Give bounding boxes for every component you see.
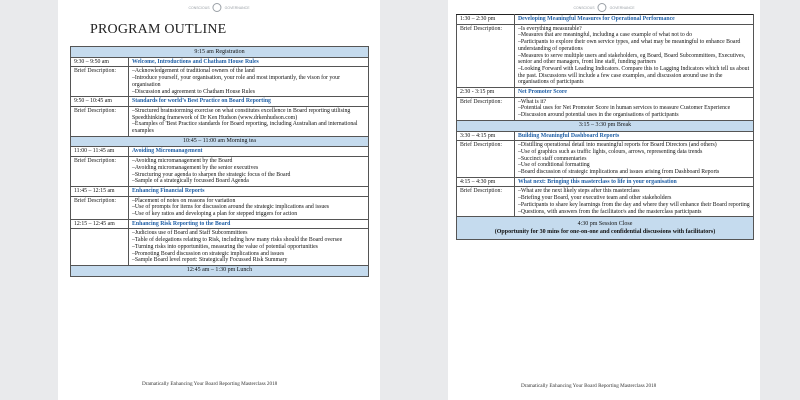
description-line: –Avoiding micromanagement by the Board — [132, 158, 233, 165]
session-row — [71, 147, 369, 157]
logo-text-right: GOVERNANCE — [224, 5, 250, 10]
close-line: 4:30 pm Session Close — [577, 221, 633, 228]
logo-mark-icon — [598, 3, 607, 12]
page-title: PROGRAM OUTLINE — [90, 22, 227, 37]
description-label: Brief Description: — [457, 141, 515, 178]
session-time: 11:00 – 11:45 am — [71, 147, 129, 157]
program-table-page-2 — [456, 14, 754, 240]
description-line: –Use of prompts for items for discussion around the strategic implications and issues — [132, 204, 330, 211]
logo-mark-icon — [213, 3, 222, 12]
description-row — [457, 187, 754, 217]
description-body — [129, 229, 369, 266]
description-label — [71, 229, 129, 266]
description-line: –Questions, with answers from the facilitator/s and the masterclass participants — [518, 208, 702, 215]
session-row — [71, 219, 369, 229]
description-line: –Use of key ratios and developing a plan for stepped triggers for action — [132, 211, 298, 218]
description-body — [129, 67, 369, 97]
description-line: –Is everything measurable? — [518, 25, 582, 32]
session-title: Avoiding Micromanagement — [129, 147, 369, 157]
description-line: –Structuring your agenda to sharpen the strategic focus of the Board — [132, 171, 291, 178]
description-body — [129, 196, 369, 219]
close-line: (Opportunity for 30 mins for one-on-one and confidential discussions with facilitators) — [494, 229, 716, 236]
session-row — [71, 97, 369, 107]
logo-text-left: CONSCIOUS — [573, 5, 595, 10]
description-body — [515, 24, 754, 87]
description-line: –Turning risks into opportunities, measuring the value of potential opportunities — [132, 243, 318, 250]
description-line: –Sample Board level report: Strategically Focussed Risk Summary — [132, 257, 288, 264]
description-line: –Participants to share key learnings from the day and where they will enhance their Board reporting — [518, 201, 750, 208]
description-line: –Placement of notes on reasons for variation — [132, 197, 236, 204]
description-line: –What are the next likely steps after this masterclass — [518, 188, 640, 195]
session-title: Building Meaningful Dashboard Reports — [515, 131, 754, 141]
break-row — [457, 120, 754, 131]
description-line: –Use of conditional formatting — [518, 162, 590, 169]
description-line: –Distilling operational detail into meaningful reports for Board Directors (and others) — [518, 142, 717, 149]
description-row — [71, 67, 369, 97]
description-label: Brief Description: — [457, 97, 515, 120]
description-label: Brief Description: — [71, 157, 129, 187]
description-row — [71, 106, 369, 136]
break-cell: 9:15 am Registration — [71, 47, 369, 58]
session-row — [457, 177, 754, 187]
session-title: Enhancing Financial Reports — [129, 186, 369, 196]
description-line: –Acknowledgement of traditional owners of the land — [132, 68, 255, 75]
brand-logo — [573, 3, 634, 12]
session-title: Developing Meaningful Measures for Operational Performance — [515, 15, 754, 25]
description-line: –Structured brainstorming exercise on what constitutes excellence in Board reporting utilising Speedthinking framework of Dr Ken Hudson (www.drkenhudson.com) — [132, 107, 351, 121]
description-body — [129, 157, 369, 187]
session-time: 2:30 - 3:15 pm — [457, 88, 515, 98]
logo-text-left: CONSCIOUS — [188, 5, 210, 10]
description-line: –Participants to explore their own service types, and what may be meaningful to enhance Board understanding of operations — [518, 39, 741, 52]
description-line: –Use of graphics such as traffic lights, colours, arrows, representing data trends — [518, 148, 703, 155]
page-footer: Dramatically Enhancing Your Board Reporting Masterclass 2018 — [521, 383, 657, 389]
description-line: –Board discussion of strategic implications and issues arising from Dashboard Reports — [518, 169, 720, 176]
session-row — [457, 88, 754, 98]
description-label: Brief Description: — [71, 67, 129, 97]
description-row — [71, 229, 369, 266]
description-line: –Briefing your Board, your executive team and other stakeholders — [518, 195, 672, 202]
session-time: 11:45 – 12:15 am — [71, 186, 129, 196]
description-body — [515, 187, 754, 217]
session-title: What next: Bringing this masterclass to life in your organisation — [515, 177, 754, 187]
session-title: Net Promoter Score — [515, 88, 754, 98]
session-time: 3:30 – 4:15 pm — [457, 131, 515, 141]
description-line: –Measures to serve multiple users and stakeholders, eg Board, Board Subcommittees, Executives, senior and other managers, front line staff, funding partners — [518, 52, 746, 66]
description-body — [515, 141, 754, 178]
description-row — [457, 141, 754, 178]
document-page-2 — [448, 0, 760, 400]
description-line: –Looking Forward with Leading Indicators. Compare this to Lagging Indicators which tell us about the past. Discussions will include a few case examples, and discussion around use in the organisations of participants — [518, 65, 750, 86]
session-close-row — [457, 217, 754, 240]
session-time: 9:50 – 10:45 am — [71, 97, 129, 107]
description-body — [515, 97, 754, 120]
session-row — [71, 57, 369, 67]
description-line: –Discussion and agreement to Chatham House Rules — [132, 88, 255, 95]
description-line: –Promoting Board discussion on strategic implications and issues — [132, 250, 285, 257]
description-line: –Table of delegations relating to Risk, including how many risks should the Board oversee — [132, 237, 343, 244]
session-time: 12:15 – 12:45 am — [71, 219, 129, 229]
description-line: –Avoiding micromanagement by the senior executives — [132, 164, 259, 171]
session-row — [457, 131, 754, 141]
description-label: Brief Description: — [71, 196, 129, 219]
break-cell: 10:45 – 11:00 am Morning tea — [71, 136, 369, 147]
description-line: –Discussion around potential uses in the organisations of participants — [518, 112, 679, 119]
description-line: –Judicious use of Board and Staff Subcommittees — [132, 230, 248, 237]
session-row — [71, 186, 369, 196]
description-line: –Potential uses for Net Promoter Score in human services to measure Customer Experience — [518, 105, 731, 112]
description-line: –Sample of a strategically focussed Board Agenda — [132, 178, 249, 185]
session-row — [457, 15, 754, 25]
description-row — [71, 157, 369, 187]
description-line: –What is it? — [518, 98, 547, 105]
logo-text-right: GOVERNANCE — [609, 5, 635, 10]
brand-logo — [188, 3, 249, 12]
description-row — [457, 24, 754, 87]
document-page-1 — [58, 0, 380, 400]
break-row — [71, 47, 369, 58]
session-title: Welcome, Introductions and Chatham House Rules — [129, 57, 369, 67]
description-body — [129, 106, 369, 136]
description-label: Brief Description: — [457, 24, 515, 87]
session-title: Standards for world’s Best Practice on Board Reporting — [129, 97, 369, 107]
description-row — [457, 97, 754, 120]
page-footer: Dramatically Enhancing Your Board Reporting Masterclass 2018 — [142, 381, 278, 387]
description-line: –Measures that are meaningful, including a case example of what not to do — [518, 32, 693, 39]
session-time: 1:30 – 2:30 pm — [457, 15, 515, 25]
description-line: –Examples of 'Best Practice standards for Board reporting, including Australian and international examples — [132, 121, 358, 135]
break-row — [71, 136, 369, 147]
program-table-page-1 — [70, 46, 369, 277]
description-line: –Succinct staff commentaries — [518, 155, 587, 162]
description-label: Brief Description: — [71, 106, 129, 136]
session-time: 4:15 – 4:30 pm — [457, 177, 515, 187]
session-title: Enhancing Risk Reporting to the Board — [129, 219, 369, 229]
break-cell: 3:15 – 3:30 pm Break — [457, 120, 754, 131]
session-time: 9:30 – 9:50 am — [71, 57, 129, 67]
break-cell — [457, 217, 754, 240]
description-line: –Introduce yourself, your organisation, your role and most importantly, the vison for your organisation — [132, 75, 341, 88]
break-row — [71, 265, 369, 276]
description-label: Brief Description: — [457, 187, 515, 217]
description-row — [71, 196, 369, 219]
break-cell: 12:45 am – 1:30 pm Lunch — [71, 265, 369, 276]
